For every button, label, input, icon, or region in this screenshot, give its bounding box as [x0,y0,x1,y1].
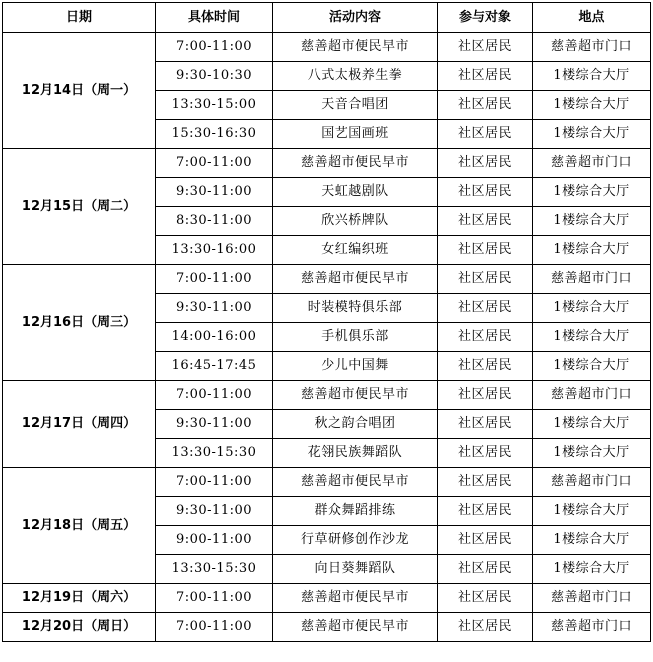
audience-cell: 社区居民 [438,265,533,294]
audience-cell: 社区居民 [438,439,533,468]
date-cell: 12月17日（周四） [3,381,156,468]
location-cell: 1楼综合大厅 [533,178,651,207]
location-cell: 1楼综合大厅 [533,236,651,265]
activity-cell: 时装模特俱乐部 [273,294,438,323]
location-cell: 1楼综合大厅 [533,526,651,555]
audience-cell: 社区居民 [438,526,533,555]
activity-cell: 慈善超市便民早市 [273,381,438,410]
table-row [3,33,651,62]
location-cell: 慈善超市门口 [533,33,651,62]
location-cell: 1楼综合大厅 [533,555,651,584]
time-cell: 9:30-11:00 [156,410,273,439]
location-cell: 慈善超市门口 [533,265,651,294]
audience-cell: 社区居民 [438,178,533,207]
date-cell: 12月14日（周一） [3,33,156,149]
activity-cell: 天虹越剧队 [273,178,438,207]
activity-cell: 慈善超市便民早市 [273,613,438,642]
header-time: 具体时间 [156,3,273,33]
time-cell: 7:00-11:00 [156,613,273,642]
schedule-body [3,33,651,642]
audience-cell: 社区居民 [438,410,533,439]
activity-cell: 慈善超市便民早市 [273,149,438,178]
audience-cell: 社区居民 [438,555,533,584]
activity-cell: 群众舞蹈排练 [273,497,438,526]
activity-cell: 秋之韵合唱团 [273,410,438,439]
location-cell: 慈善超市门口 [533,468,651,497]
audience-cell: 社区居民 [438,149,533,178]
audience-cell: 社区居民 [438,33,533,62]
activity-cell: 慈善超市便民早市 [273,33,438,62]
date-cell: 12月18日（周五） [3,468,156,584]
location-cell: 1楼综合大厅 [533,323,651,352]
table-row [3,381,651,410]
audience-cell: 社区居民 [438,613,533,642]
time-cell: 8:30-11:00 [156,207,273,236]
time-cell: 13:30-15:30 [156,555,273,584]
time-cell: 13:30-15:30 [156,439,273,468]
activity-cell: 花翎民族舞蹈队 [273,439,438,468]
activity-cell: 天音合唱团 [273,91,438,120]
audience-cell: 社区居民 [438,294,533,323]
time-cell: 7:00-11:00 [156,33,273,62]
activity-cell: 女红编织班 [273,236,438,265]
activity-cell: 八式太极养生拳 [273,62,438,91]
time-cell: 9:00-11:00 [156,526,273,555]
location-cell: 1楼综合大厅 [533,497,651,526]
date-cell: 12月20日（周日） [3,613,156,642]
header-location: 地点 [533,3,651,33]
audience-cell: 社区居民 [438,323,533,352]
table-row [3,468,651,497]
header-date: 日期 [3,3,156,33]
audience-cell: 社区居民 [438,584,533,613]
audience-cell: 社区居民 [438,497,533,526]
location-cell: 慈善超市门口 [533,584,651,613]
location-cell: 1楼综合大厅 [533,439,651,468]
time-cell: 9:30-11:00 [156,178,273,207]
table-row [3,584,651,613]
activity-cell: 欣兴桥牌队 [273,207,438,236]
location-cell: 1楼综合大厅 [533,352,651,381]
header-activity: 活动内容 [273,3,438,33]
location-cell: 慈善超市门口 [533,381,651,410]
activity-cell: 慈善超市便民早市 [273,584,438,613]
header-row [3,3,651,33]
time-cell: 7:00-11:00 [156,584,273,613]
location-cell: 慈善超市门口 [533,613,651,642]
location-cell: 1楼综合大厅 [533,207,651,236]
time-cell: 16:45-17:45 [156,352,273,381]
time-cell: 7:00-11:00 [156,468,273,497]
time-cell: 9:30-11:00 [156,294,273,323]
location-cell: 1楼综合大厅 [533,410,651,439]
activity-cell: 向日葵舞蹈队 [273,555,438,584]
audience-cell: 社区居民 [438,120,533,149]
activity-cell: 少儿中国舞 [273,352,438,381]
activity-schedule-table [2,2,651,642]
audience-cell: 社区居民 [438,352,533,381]
time-cell: 14:00-16:00 [156,323,273,352]
time-cell: 15:30-16:30 [156,120,273,149]
audience-cell: 社区居民 [438,62,533,91]
table-row [3,265,651,294]
location-cell: 1楼综合大厅 [533,91,651,120]
activity-cell: 手机俱乐部 [273,323,438,352]
activity-cell: 慈善超市便民早市 [273,468,438,497]
time-cell: 9:30-11:00 [156,497,273,526]
header-audience: 参与对象 [438,3,533,33]
audience-cell: 社区居民 [438,381,533,410]
time-cell: 9:30-10:30 [156,62,273,91]
activity-cell: 国艺国画班 [273,120,438,149]
time-cell: 7:00-11:00 [156,381,273,410]
audience-cell: 社区居民 [438,207,533,236]
audience-cell: 社区居民 [438,236,533,265]
date-cell: 12月19日（周六） [3,584,156,613]
time-cell: 13:30-16:00 [156,236,273,265]
activity-cell: 慈善超市便民早市 [273,265,438,294]
activity-cell: 行草研修创作沙龙 [273,526,438,555]
location-cell: 1楼综合大厅 [533,294,651,323]
time-cell: 13:30-15:00 [156,91,273,120]
time-cell: 7:00-11:00 [156,149,273,178]
table-row [3,613,651,642]
location-cell: 1楼综合大厅 [533,120,651,149]
audience-cell: 社区居民 [438,91,533,120]
location-cell: 1楼综合大厅 [533,62,651,91]
table-row [3,149,651,178]
date-cell: 12月15日（周二） [3,149,156,265]
location-cell: 慈善超市门口 [533,149,651,178]
audience-cell: 社区居民 [438,468,533,497]
time-cell: 7:00-11:00 [156,265,273,294]
date-cell: 12月16日（周三） [3,265,156,381]
